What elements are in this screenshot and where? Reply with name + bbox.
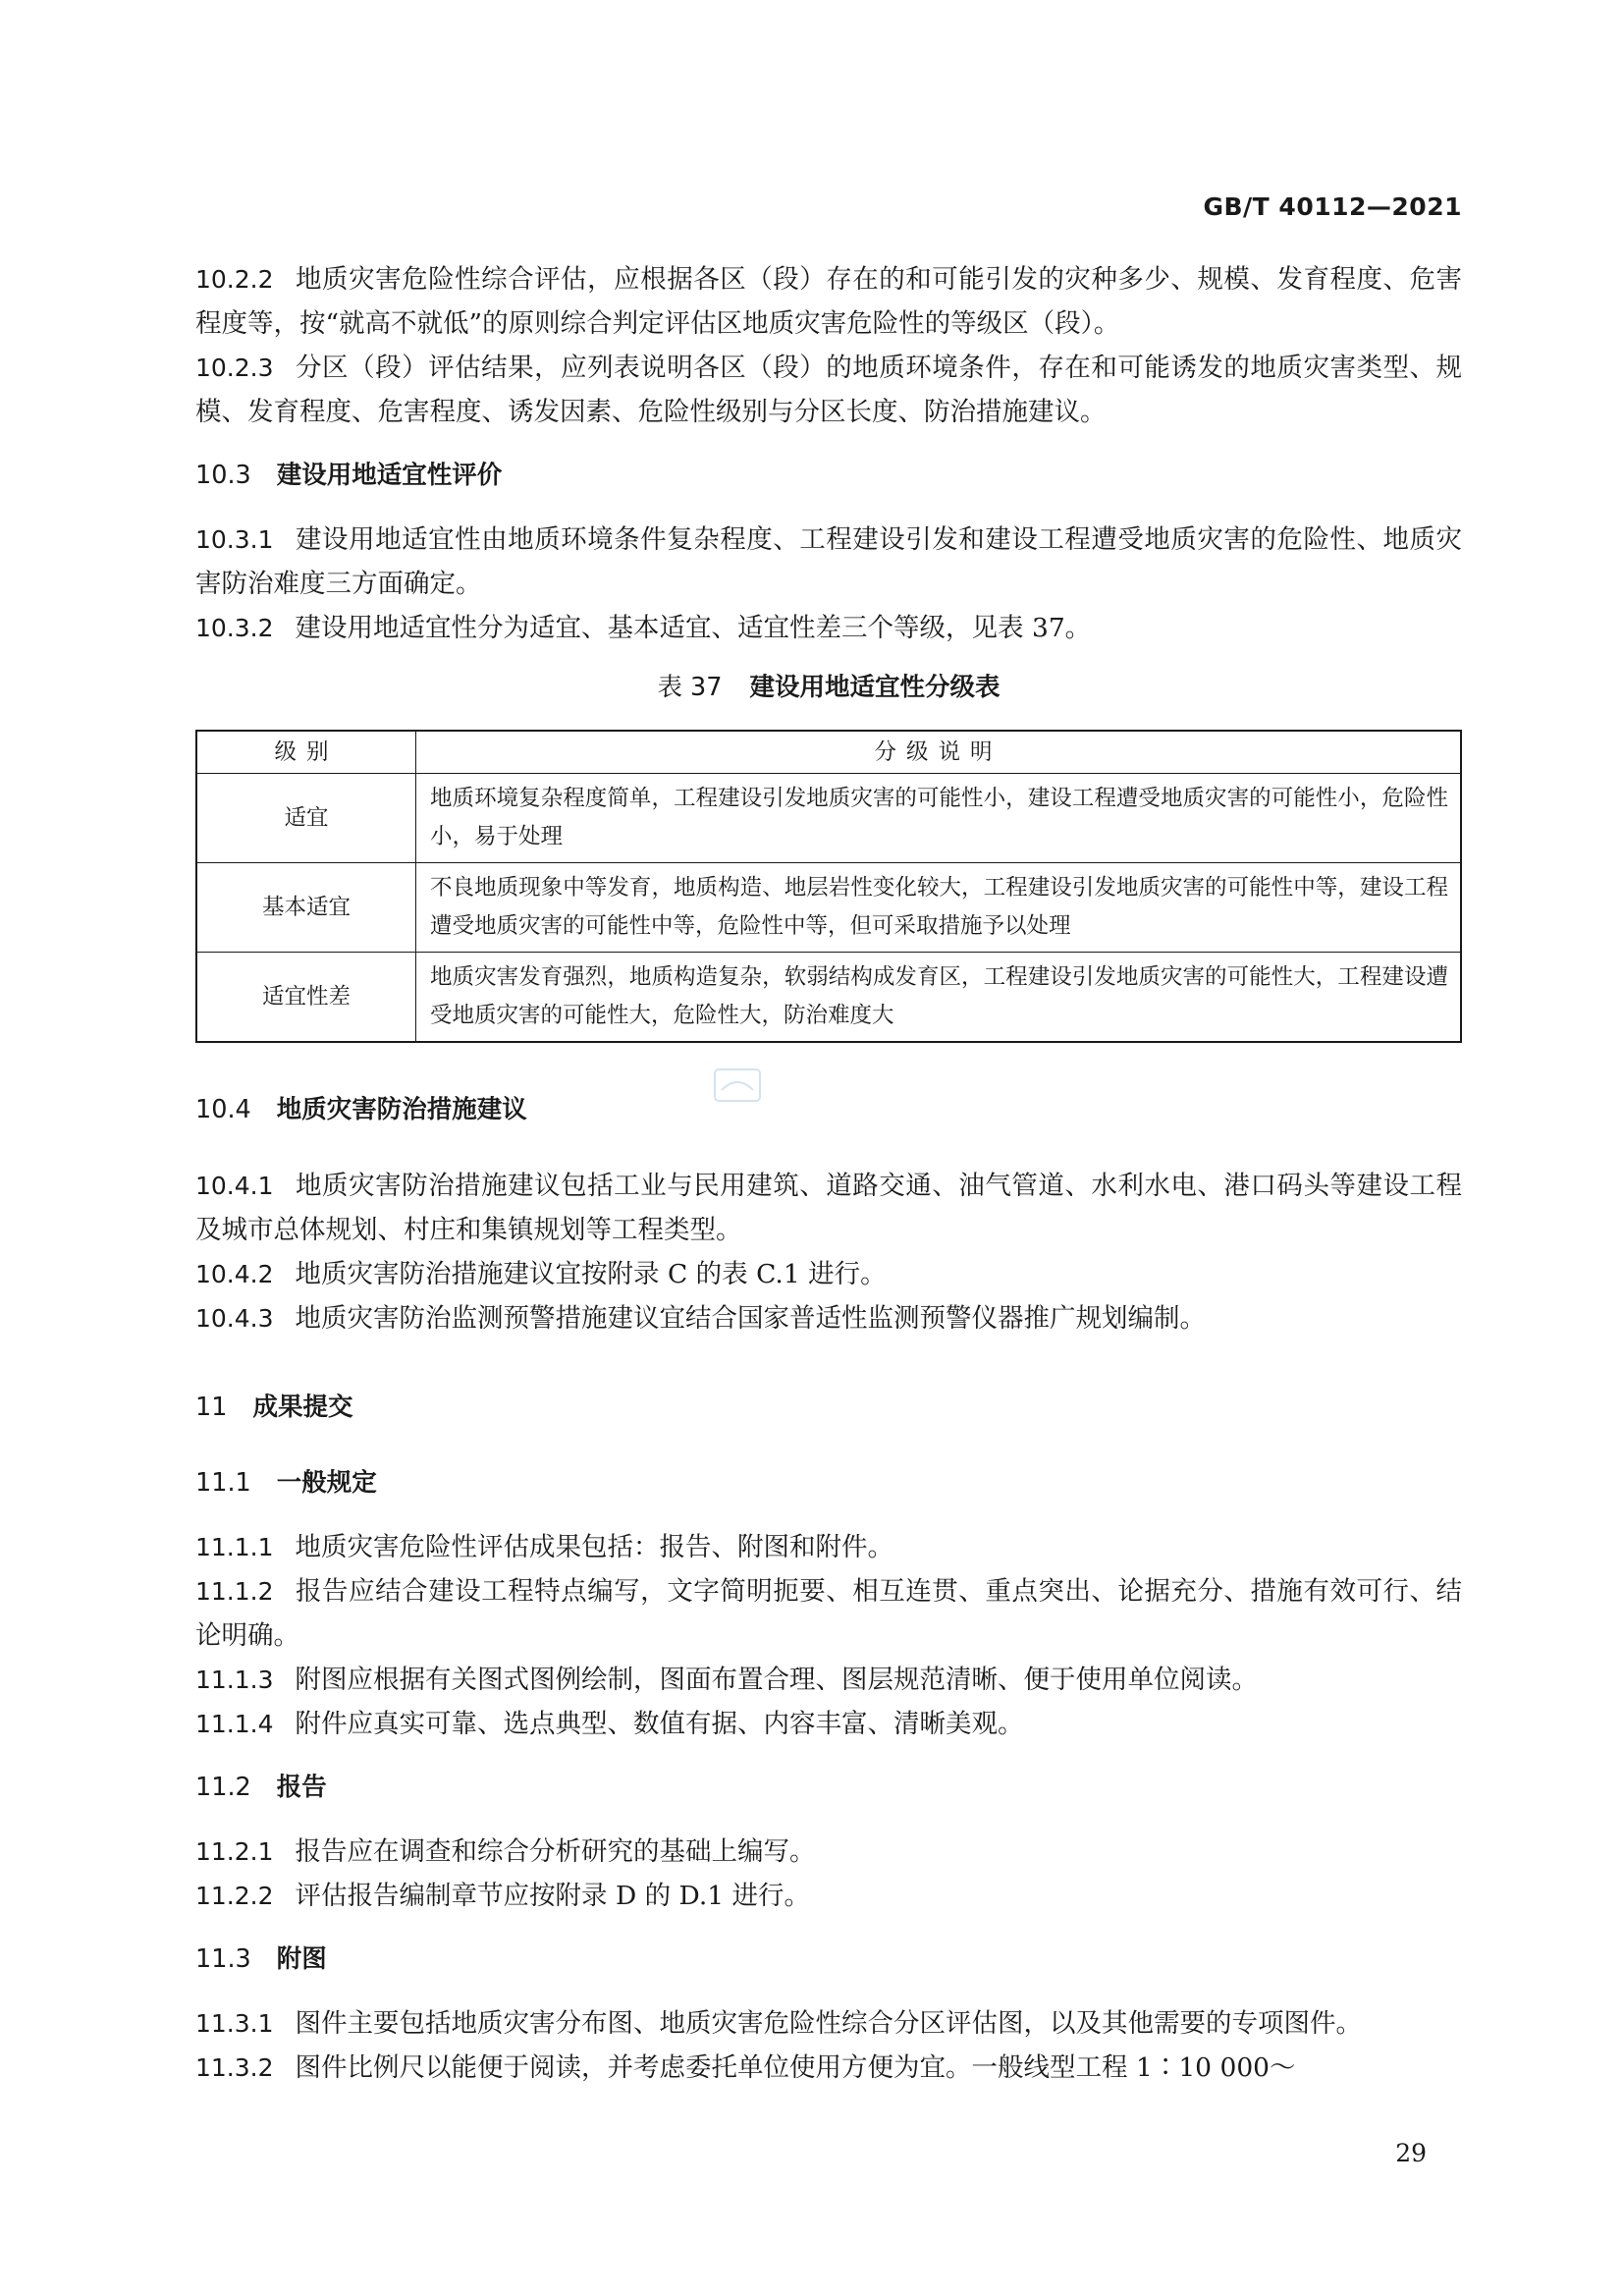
section-number: 11.1 <box>195 1468 251 1498</box>
table-title: 建设用地适宜性分级表 <box>749 673 1001 702</box>
column-header-level: 级别 <box>196 731 416 774</box>
clause-number: 11.1.1 <box>195 1533 274 1561</box>
clause-number: 10.2.2 <box>195 265 274 294</box>
clause-text: 分区（段）评估结果，应列表说明各区（段）的地质环境条件，存在和可能诱发的地质灾害类型、规模、发育程度、危害程度、诱发因素、危险性级别与分区长度、防治措施建议。 <box>195 353 1462 427</box>
section-number: 11.2 <box>195 1773 251 1802</box>
clause-number: 10.4.3 <box>195 1304 274 1333</box>
section-heading-11-1 <box>195 1461 1462 1505</box>
document-id-header: GB/T 40112—2021 <box>1203 192 1462 221</box>
section-heading-11-3 <box>195 1938 1462 1982</box>
clause-11-1-2 <box>195 1569 1462 1658</box>
page-content <box>195 257 1462 2090</box>
table-caption <box>195 666 1462 710</box>
clause-text: 报告应在调查和综合分析研究的基础上编写。 <box>295 1836 816 1867</box>
grade-description-cell: 地质灾害发育强烈，地质构造复杂，软弱结构成发育区，工程建设引发地质灾害的可能性大，工程建设遭受地质灾害的可能性大，危险性大，防治难度大 <box>416 953 1462 1043</box>
clause-number: 11.3.2 <box>195 2053 274 2082</box>
chapter-number: 11 <box>195 1393 228 1422</box>
clause-number: 11.1.2 <box>195 1577 274 1606</box>
section-number: 11.3 <box>195 1944 251 1974</box>
chapter-title: 成果提交 <box>252 1393 353 1422</box>
clause-text: 地质灾害危险性综合评估，应根据各区（段）存在的和可能引发的灾种多少、规模、发育程度、危害程度等，按“就高不就低”的原则综合判定评估区地质灾害危险性的等级区（段）。 <box>195 264 1462 339</box>
clause-11-1-1 <box>195 1525 1462 1569</box>
clause-11-2-1 <box>195 1830 1462 1874</box>
clause-number: 10.2.3 <box>195 354 274 382</box>
section-number: 10.4 <box>195 1095 251 1124</box>
clause-11-3-2 <box>195 2046 1462 2090</box>
section-title: 报告 <box>276 1773 327 1802</box>
clause-text: 评估报告编制章节应按附录 D 的 D.1 进行。 <box>295 1881 811 1911</box>
clause-text: 建设用地适宜性分为适宜、基本适宜、适宜性差三个等级，见表 37。 <box>295 613 1092 643</box>
clause-number: 11.1.4 <box>195 1710 274 1738</box>
grade-level-cell: 适宜性差 <box>196 953 416 1043</box>
grade-description-cell: 地质环境复杂程度简单，工程建设引发地质灾害的可能性小，建设工程遭受地质灾害的可能性小，危险性小，易于处理 <box>416 774 1462 863</box>
grade-level-cell: 基本适宜 <box>196 863 416 953</box>
clause-10-4-2 <box>195 1252 1462 1296</box>
table-header-row <box>196 731 1461 774</box>
section-title: 地质灾害防治措施建议 <box>276 1095 527 1124</box>
section-number: 10.3 <box>195 461 251 490</box>
clause-10-4-1 <box>195 1164 1462 1252</box>
clause-text: 图件比例尺以能便于阅读，并考虑委托单位使用方便为宜。一般线型工程 1∶10 000～ <box>295 2052 1296 2083</box>
column-header-description: 分级说明 <box>416 731 1462 774</box>
clause-11-2-2 <box>195 1874 1462 1918</box>
watermark-logo-icon <box>714 1068 761 1102</box>
clause-11-3-1 <box>195 2001 1462 2046</box>
section-heading-10-4 <box>195 1088 1462 1132</box>
grade-description-cell: 不良地质现象中等发育，地质构造、地层岩性变化较大，工程建设引发地质灾害的可能性中等，建设工程遭受地质灾害的可能性中等，危险性中等，但可采取措施予以处理 <box>416 863 1462 953</box>
clause-10-2-3 <box>195 346 1462 434</box>
section-title: 建设用地适宜性评价 <box>276 461 503 490</box>
table-row <box>196 863 1461 953</box>
section-heading-11-2 <box>195 1766 1462 1810</box>
clause-text: 地质灾害危险性评估成果包括：报告、附图和附件。 <box>295 1532 894 1562</box>
clause-text: 图件主要包括地质灾害分布图、地质灾害危险性综合分区评估图，以及其他需要的专项图件。 <box>295 2008 1363 2039</box>
section-heading-10-3 <box>195 454 1462 498</box>
grade-level-cell: 适宜 <box>196 774 416 863</box>
clause-10-4-3 <box>195 1296 1462 1340</box>
clause-text: 地质灾害防治措施建议包括工业与民用建筑、道路交通、油气管道、水利水电、港口码头等建设工程及城市总体规划、村庄和集镇规划等工程类型。 <box>195 1171 1462 1245</box>
clause-text: 地质灾害防治监测预警措施建议宜结合国家普适性监测预警仪器推广规划编制。 <box>295 1303 1207 1334</box>
clause-10-2-2 <box>195 257 1462 346</box>
clause-10-3-2 <box>195 606 1462 650</box>
clause-text: 附件应真实可靠、选点典型、数值有据、内容丰富、清晰美观。 <box>295 1709 1024 1739</box>
clause-number: 10.4.1 <box>195 1172 274 1200</box>
chapter-heading-11 <box>195 1386 1462 1430</box>
clause-number: 10.3.2 <box>195 614 274 642</box>
clause-text: 地质灾害防治措施建议宜按附录 C 的表 C.1 进行。 <box>295 1259 887 1289</box>
table-number: 表 37 <box>657 673 723 702</box>
clause-text: 附图应根据有关图式图例绘制，图面布置合理、图层规范清晰、便于使用单位阅读。 <box>295 1665 1259 1695</box>
clause-text: 报告应结合建设工程特点编写，文字简明扼要、相互连贯、重点突出、论据充分、措施有效可行、结论明确。 <box>195 1576 1462 1651</box>
clause-number: 10.4.2 <box>195 1260 274 1288</box>
clause-text: 建设用地适宜性由地质环境条件复杂程度、工程建设引发和建设工程遭受地质灾害的危险性、地质灾害防治难度三方面确定。 <box>195 524 1462 599</box>
section-title: 附图 <box>276 1944 327 1974</box>
clause-number: 11.2.2 <box>195 1882 274 1910</box>
clause-number: 11.3.1 <box>195 2009 274 2038</box>
table-row <box>196 774 1461 863</box>
section-title: 一般规定 <box>276 1468 377 1498</box>
clause-11-1-4 <box>195 1702 1462 1746</box>
clause-number: 11.1.3 <box>195 1666 274 1694</box>
clause-11-1-3 <box>195 1658 1462 1702</box>
clause-number: 11.2.1 <box>195 1837 274 1866</box>
page-number: 29 <box>1395 2139 1427 2167</box>
clause-10-3-1 <box>195 518 1462 606</box>
suitability-grade-table <box>195 730 1462 1043</box>
table-row <box>196 953 1461 1043</box>
clause-number: 10.3.1 <box>195 525 274 554</box>
